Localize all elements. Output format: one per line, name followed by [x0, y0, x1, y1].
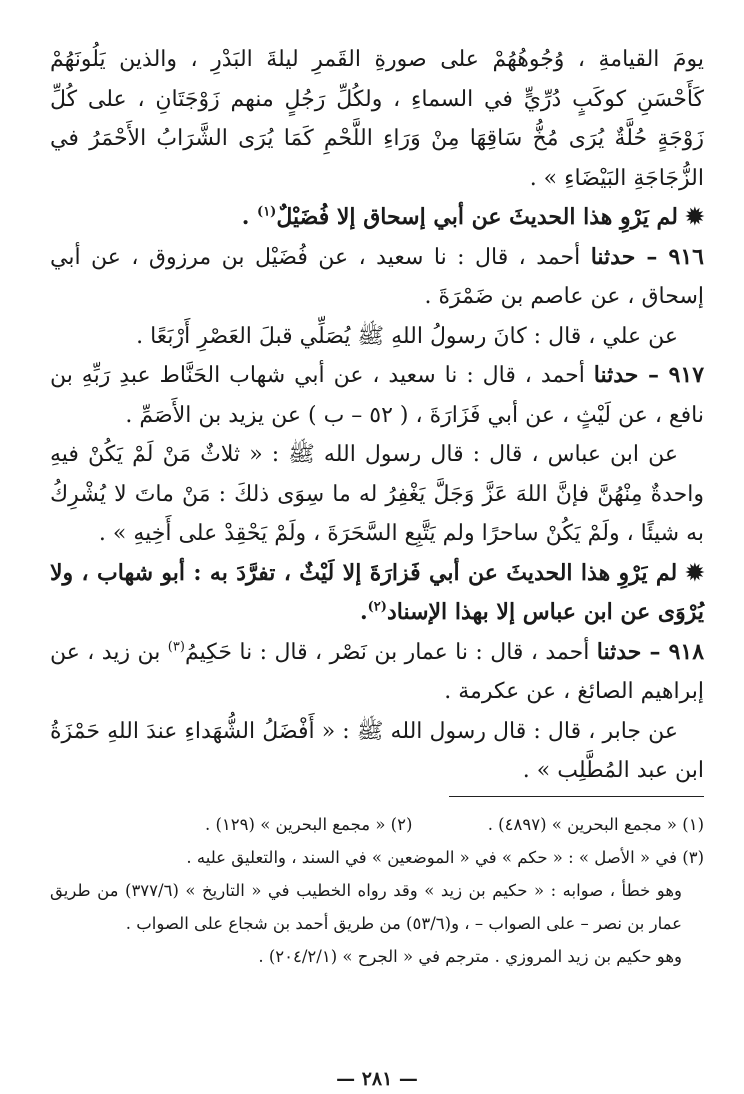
footnote-3-biography: وهو حكيم بن زيد المروزي . مترجم في « الجرح » (٢٠٤/٢/١) .: [258, 947, 682, 966]
hadith-916-number: ٩١٦ – حدثنا: [590, 243, 704, 270]
hadith-917-number: ٩١٧ – حدثنا: [593, 362, 705, 388]
main-text: [50, 40, 704, 791]
footnote-divider: [449, 796, 704, 797]
page: [50, 40, 705, 1090]
footnotes-1-2: [50, 808, 704, 841]
commentary-917: [50, 554, 704, 633]
hadith-916-isnad: [50, 238, 704, 317]
commentary-915-text: ✹ لم يَرْوِ هذا الحديثَ عن أبي إسحاق إلا فُضَيْلٌ: [276, 204, 704, 230]
footnote-3: (٣) في « الأصل » : « حكم » في « الموضعين » في السند ، والتعليق عليه .: [186, 848, 704, 867]
commentary-915-end: .: [241, 204, 258, 230]
page-number: — ٢٨١ —: [336, 1068, 418, 1090]
hadith-917-chain: أحمد ، قال : نا سعيد ، عن أبي شهاب الحَنَّاط عبدِ رَبِّهِ بن نافع ، عن لَيْثٍ ، عن أبي فَزَارَةَ ، ( ٥٢ – ب ) عن يزيد بن الأَصَمِّ .: [50, 363, 704, 428]
footnote-ref-2[interactable]: (٢): [367, 599, 387, 615]
hadith-916-chain: أحمد ، قال : نا سعيد ، عن فُضَيْل بن مرزوق ، عن أبي إسحاق ، عن عاصم بن ضَمْرَةَ .: [50, 244, 704, 309]
commentary-917-text: ✹ لم يَرْوِ هذا الحديثَ عن أبي فَزارَةَ إلا لَيْثٌ ، تفرَّدَ به : أبو شهاب ، ولا يُرْوَى عن ابن عباس إلا بهذا الإسناد: [50, 559, 704, 625]
hadith-917-matn: عن ابن عباس ، قال : قال رسول الله ﷺ : « ثلاثٌ مَنْ لَمْ يَكُنْ فيهِ واحدةٌ مِنْهُنَّ فإنَّ اللهَ عَزَّ وَجَلَّ يَغْفِرُ له ما سِوَى ذلكَ : مَنْ ماتَ لا يُشْرِكُ به شيئًا ، ولَمْ يَكُنْ ساحرًا ولم يَتَّبِع السَّحَرَةَ ، ولَمْ يَحْقِدْ على أَخِيهِ » .: [50, 442, 704, 546]
footnote-2: (٢) « مجمع البحرين » (١٢٩) .: [204, 815, 413, 834]
footnote-ref-3[interactable]: (٣): [167, 639, 185, 655]
hadith-918-chain-a: أحمد ، قال : نا عمار بن نَصْر ، قال : نا حَكِيمُ: [184, 639, 597, 665]
hadith-918-isnad: [50, 633, 704, 712]
footnote-ref-1[interactable]: (١): [257, 204, 277, 220]
hadith-916-matn: عن علي ، قال : كانَ رسولُ اللهِ ﷺ يُصَلِّي قبلَ العَصْرِ أَرْبَعًا .: [136, 323, 678, 349]
commentary-917-end: .: [359, 599, 368, 625]
hadith-918-matn: عن جابر ، قال : قال رسول الله ﷺ : « أَفْضَلُ الشُّهَداءِ عندَ اللهِ حَمْزَةُ ابن عبد المُطَّلِب » .: [50, 718, 704, 783]
hadith-918-chain-b: بن زيد ، عن إبراهيم الصائغ ، عن عكرمة .: [50, 639, 704, 704]
hadith-915-ending: يومَ القيامةِ ، وُجُوهُهُمْ على صورةِ القَمرِ ليلةَ البَدْرِ ، والذين يَلُونَهُمْ كَأَحْسَنِ كوكَبٍ دُرِّيٍّ في السماءِ ، ولكُلِّ رَجُلٍ منهم زَوْجَتَانِ ، على كُلِّ زَوْجَةٍ حُلَّةٌ يُرَى مُخُّ سَاقِهَا مِنْ وَرَاءِ اللَّحْمِ كَمَا يُرَى الشَّرَابُ الأَحْمَرُ في الزُّجَاجَةِ البَيْضَاءِ » .: [50, 47, 704, 191]
hadith-917-isnad: [50, 356, 704, 435]
hadith-918-number: ٩١٨ – حدثنا: [596, 638, 705, 665]
footnotes: [50, 808, 704, 973]
footnote-1: (١) « مجمع البحرين » (٤٨٩٧) .: [487, 815, 704, 834]
commentary-915: [50, 198, 704, 238]
footnote-3-correction: وهو خطأ ، صوابه : « حكيم بن زيد » وقد رواه الخطيب في « التاريخ » (٣٧٧/٦) من طريق عمار بن نصر – على الصواب – ، و(٥٣/٦) من طريق أحمد بن شجاع على الصواب .: [50, 881, 682, 933]
